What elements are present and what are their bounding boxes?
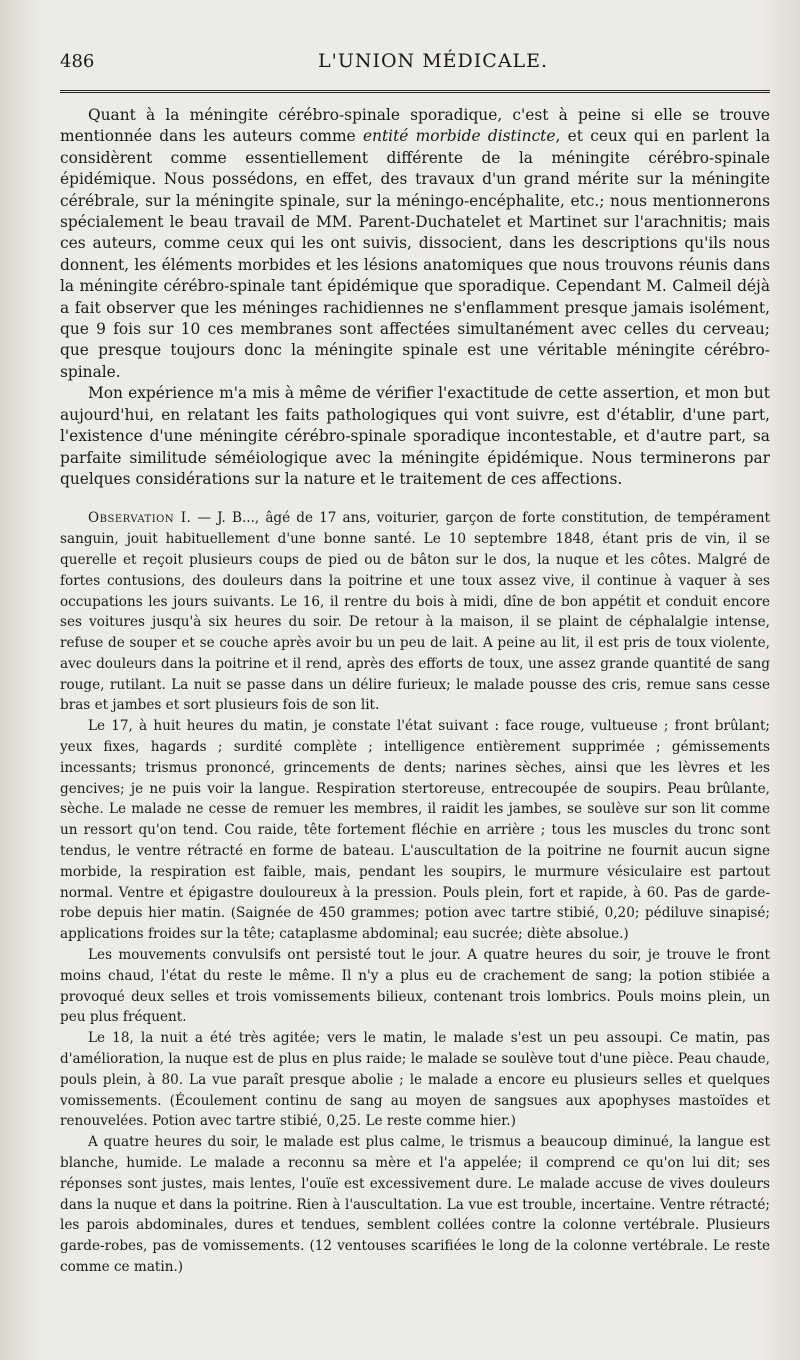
article-body [60,105,770,1278]
intro-p1-after: , et ceux qui en parlent la considèrent comme essentiellement différente de la méningite cérébro-spinale épidémique. Nous possédons, en effet, des travaux d'un grand mérite sur la méningite cérébrale, sur la méningite spinale, sur la méningo-encéphalite, etc.; nous mentionnerons spécialement le beau travail de MM. Parent-Duchatelet et Martinet sur l'arachnitis; mais ces auteurs, comme ceux qui les ont suivis, dissocient, dans les descriptions qu'ils nous donnent, les éléments morbides et les lésions anatomiques que nous trouvons réunis dans la méningite cérébro-spinale tant épidémique que sporadique. Cependant M. Calmeil déjà a fait observer que les méninges rachidiennes ne s'enflamment presque jamais isolément, que 9 fois sur 10 ces membranes sont affectées simultanément avec celles du cerveau; que presque toujours donc la méningite spinale est une véritable méningite cérébro-spinale. [60,127,770,381]
observation-paragraph-5: A quatre heures du soir, le malade est plus calme, le trismus a beaucoup diminué, la langue est blanche, humide. Le malade a reconnu sa mère et l'a appelée; il comprend ce qu'on lui dit; ses réponses sont justes, mais lentes, l'ouïe est excessivement dure. Le malade accuse de vives douleurs dans la nuque et dans la poitrine. Rien à l'auscultation. La vue est trouble, incertaine. Ventre rétracté; les parois abdominales, dures et tendues, semblent collées contre la colonne vertébrale. Plusieurs garde-robes, pas de vomissements. (12 ventouses scarifiées le long de la colonne vertébrale. Le reste comme ce matin.) [60,1134,770,1275]
observation-paragraph-2: Le 17, à huit heures du matin, je constate l'état suivant : face rouge, vultueuse ; front brûlant; yeux fixes, hagards ; surdité complète ; intelligence entièrement supprimée ; gémissements incessants; trismus prononcé, grincements de dents; narines sèches, ainsi que les lèvres et les gencives; je ne puis voir la langue. Respiration stertoreuse, entrecoupée de soupirs. Peau brûlante, sèche. Le malade ne cesse de remuer les membres, il raidit les jambes, se soulève sur son lit comme un ressort qu'on tend. Cou raide, tête fortement fléchie en arrière ; tous les muscles du tronc sont tendus, le ventre rétracté en forme de bateau. L'auscultation de la poitrine ne fournit aucun signe morbide, la respiration est faible, mais, pendant les soupirs, le murmure vésiculaire est partout normal. Ventre et épigastre douloureux à la pression. Pouls plein, fort et rapide, à 60. Pas de garde-robe depuis hier matin. (Saignée de 450 grammes; potion avec tartre stibié, 0,20; pédiluve sinapisé; applications froides sur la tête; cataplasme abdominal; eau sucrée; diète absolue.) [60,718,770,943]
observation-heading: Observation I. [88,510,192,527]
observation-p1-text: — J. B..., âgé de 17 ans, voiturier, garçon de forte constitution, de tempérament sanguin, jouit habituellement d'une bonne santé. Le 10 septembre 1848, étant pris de vin, il se querelle et reçoit plusieurs coups de pied ou de bâton sur le dos, la nuque et les côtes. Malgré de fortes contusions, des douleurs dans la poitrine et une toux assez vive, il continue à vaquer à ses occupations les jours suivants. Le 16, il rentre du bois à midi, dîne de bon appétit et conduit encore ses voitures jusqu'à six heures du soir. De retour à la maison, il se plaint de céphalalgie intense, refuse de souper et se couche après avoir bu un peu de lait. A peine au lit, il est pris de toux violente, avec douleurs dans la poitrine et il rend, après des efforts de toux, une assez grande quantité de sang rouge, rutilant. La nuit se passe dans un délire furieux; le malade pousse des cris, remue sans cesse bras et jambes et sort plusieurs fois de son lit. [60,510,770,714]
observation-paragraph-1 [60,508,770,716]
page-number: 486 [60,51,95,72]
observation-paragraph-3: Les mouvements convulsifs ont persisté tout le jour. A quatre heures du soir, je trouve le front moins chaud, l'état du reste le même. Il n'y a plus eu de crachement de sang; la potion stibiée a provoqué deux selles et trois vomissements bilieux, contenant trois lombrics. Pouls moins plein, un peu plus fréquent. [60,947,770,1026]
intro-p1-before: Quant à la méningite cérébro-spinale sporadique, c'est à peine si elle se trouve mentionnée dans les auteurs comme [60,106,770,146]
observation-section [60,508,770,1277]
observation-paragraph-4: Le 18, la nuit a été très agitée; vers le matin, le malade s'est un peu assoupi. Ce matin, pas d'amélioration, la nuque est de plus en plus raide; le malade se soulève tout d'une pièce. Peau chaude, pouls plein, à 80. La vue paraît presque abolie ; le malade a encore eu plusieurs selles et quelques vomissements. (Écoulement continu de sang au moyen de sangsues aux apophyses mastoïdes et renouvelées. Potion avec tartre stibié, 0,25. Le reste comme hier.) [60,1030,770,1130]
page-header [60,50,770,93]
running-title: L'UNION MÉDICALE. [318,50,549,72]
intro-paragraph-1 [60,105,770,383]
intro-paragraph-2: Mon expérience m'a mis à même de vérifier l'exactitude de cette assertion, et mon but aujourd'hui, en relatant les faits pathologiques qui vont suivre, est d'établir, d'une part, l'existence d'une méningite cérébro-spinale sporadique incontestable, et d'autre part, sa parfaite similitude séméiologique avec la méningite épidémique. Nous terminerons par quelques considérations sur la nature et le traitement de ces affections. [60,384,770,488]
intro-p1-italic: entité morbide distincte [362,127,556,146]
